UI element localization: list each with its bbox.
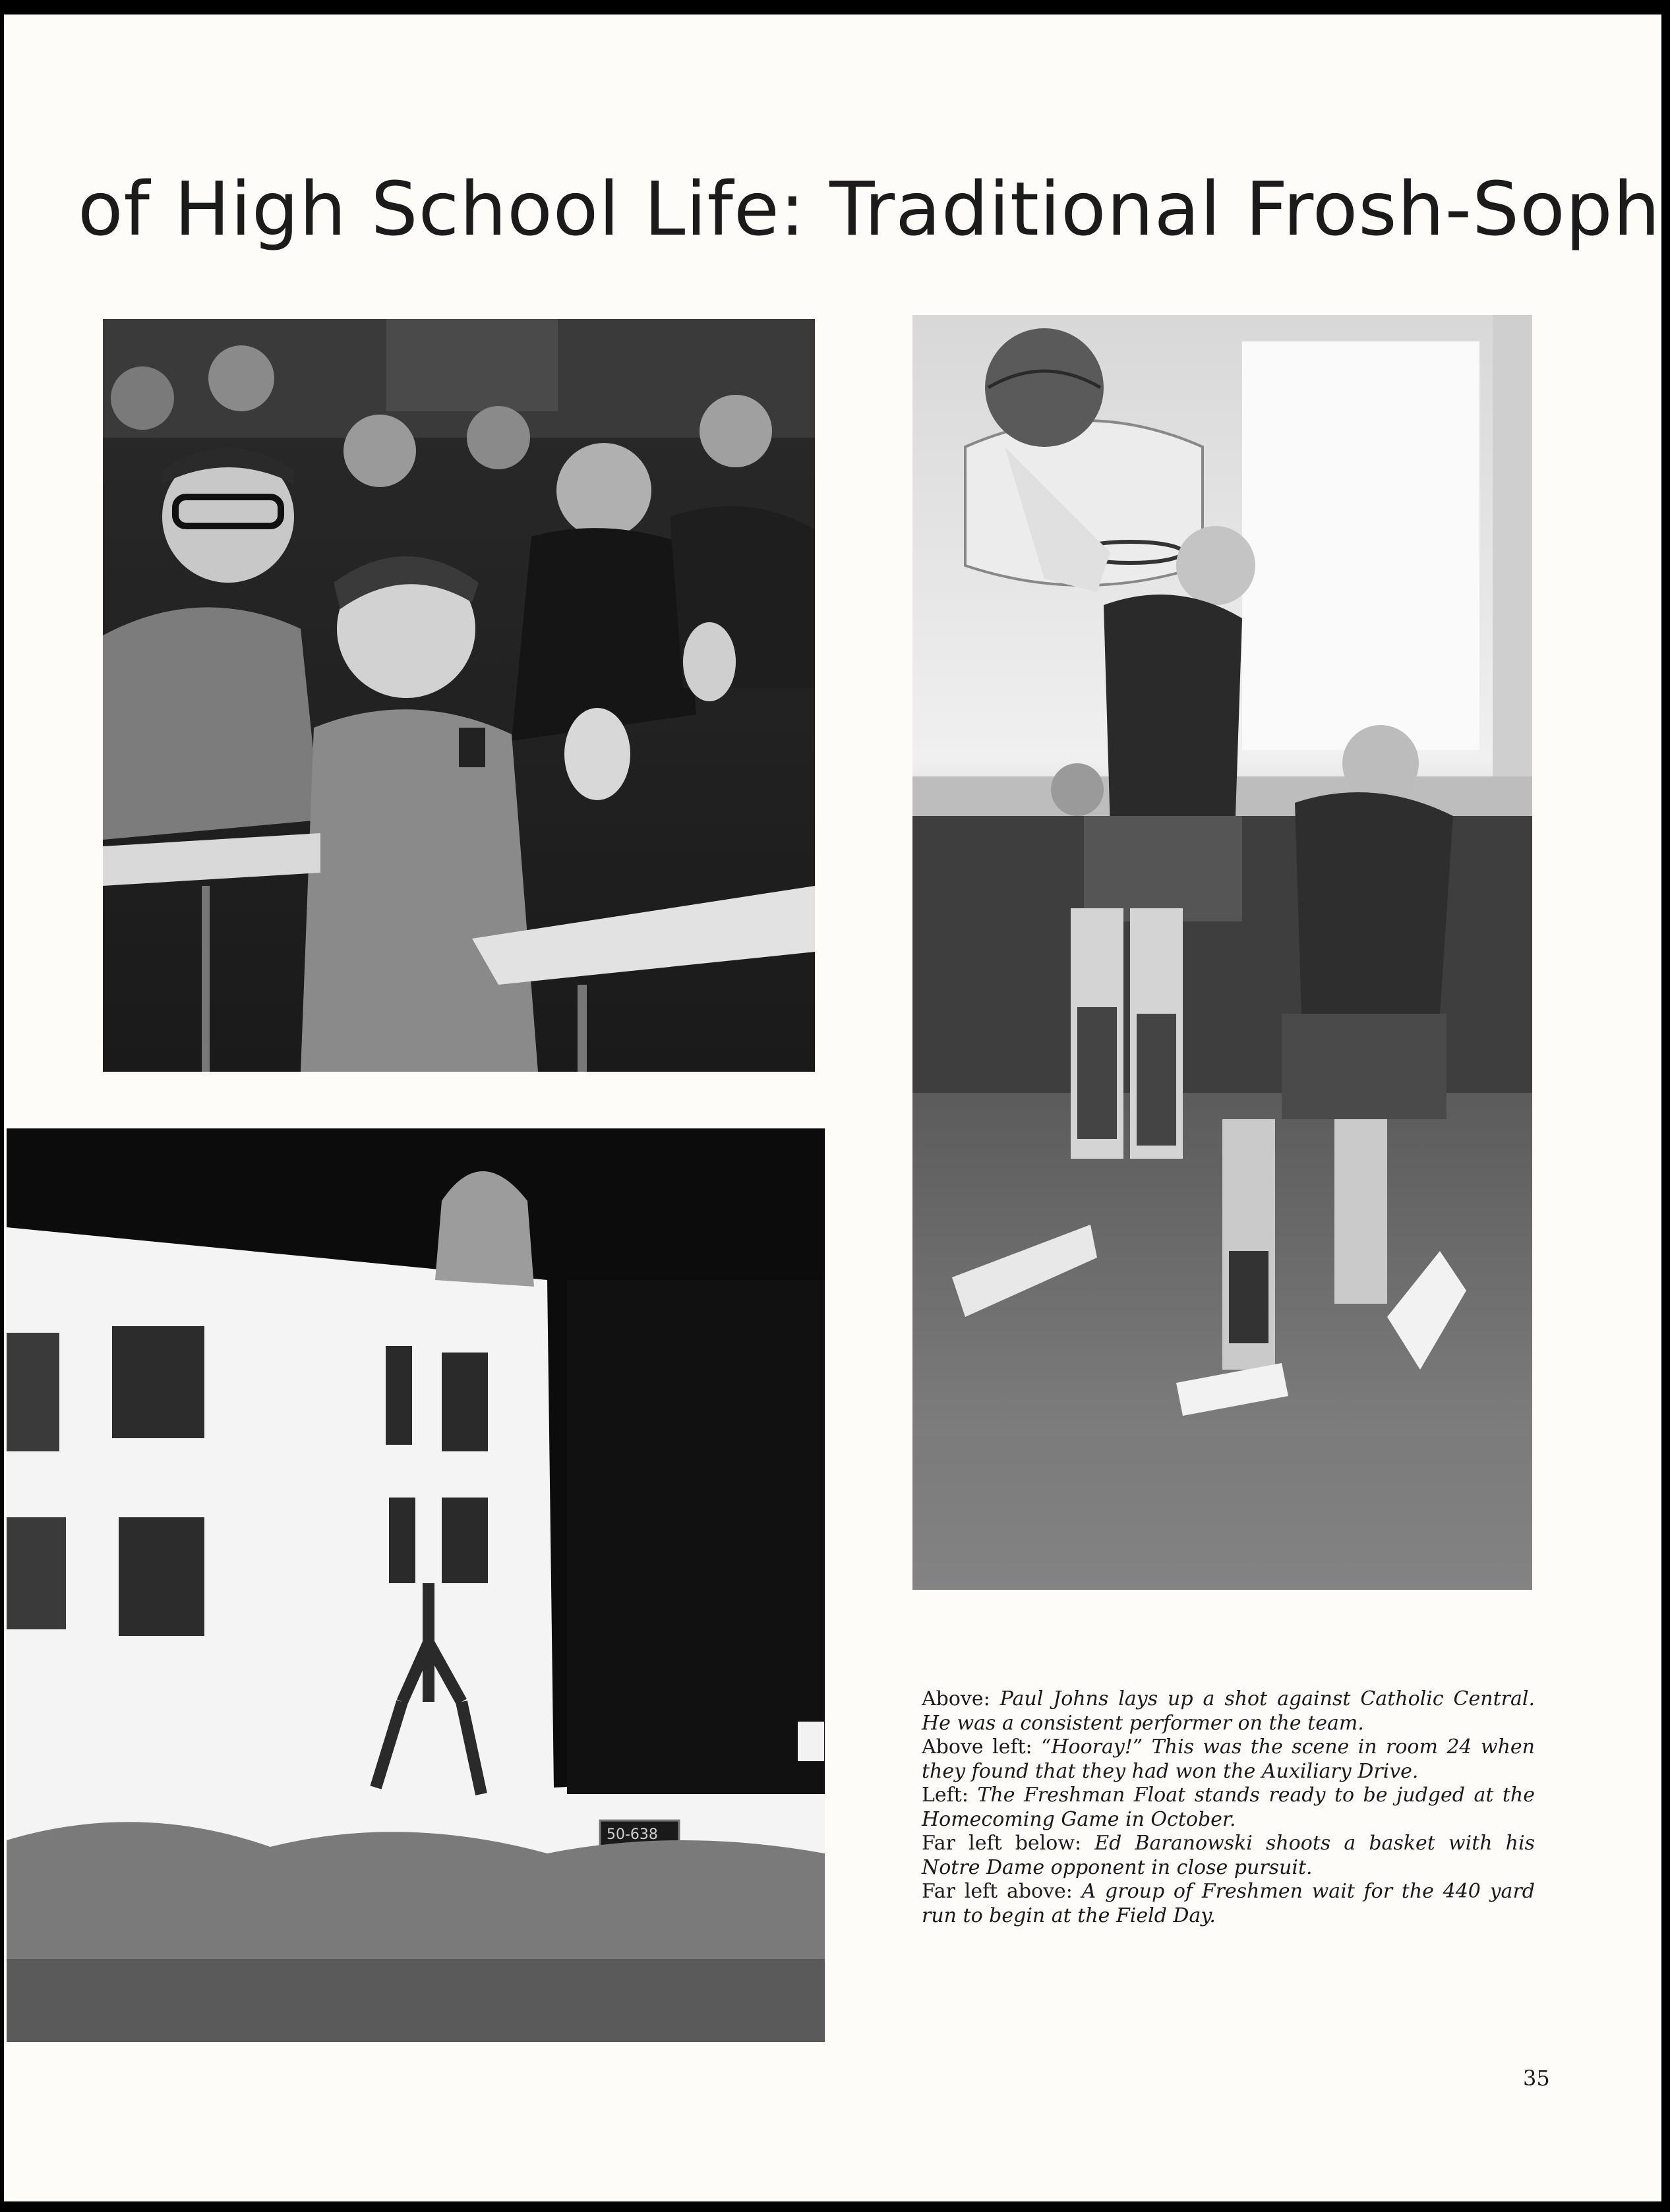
page-title: of High School Life: Traditional Frosh-Soph	[78, 167, 1661, 252]
yearbook-page	[4, 15, 1661, 2201]
classroom-cheering-photo	[103, 319, 815, 1072]
caption-above: Above: Paul Johns lays up a shot against Catholic Central. He was a consistent performer on the team.	[922, 1687, 1535, 1735]
caption-left: Left: The Freshman Float stands ready to be judged at the Homecoming Game in October.	[922, 1784, 1535, 1831]
page-number: 35	[1523, 2066, 1550, 2091]
caption-above-left: Above left: “Hooray!” This was the scene in room 24 when they found that they had won the Auxiliary Drive.	[922, 1735, 1535, 1783]
float-license-plate: 50-638	[607, 1826, 658, 1843]
freshman-float-photo	[7, 1128, 825, 2042]
photo-captions	[922, 1687, 1535, 1928]
caption-far-left-below: Far left below: Ed Baranowski shoots a basket with his Notre Dame opponent in close pursuit.	[922, 1832, 1535, 1879]
basketball-layup-photo	[912, 315, 1532, 1590]
caption-far-left-above: Far left above: A group of Freshmen wait for the 440 yard run to begin at the Field Day.	[922, 1880, 1535, 1927]
